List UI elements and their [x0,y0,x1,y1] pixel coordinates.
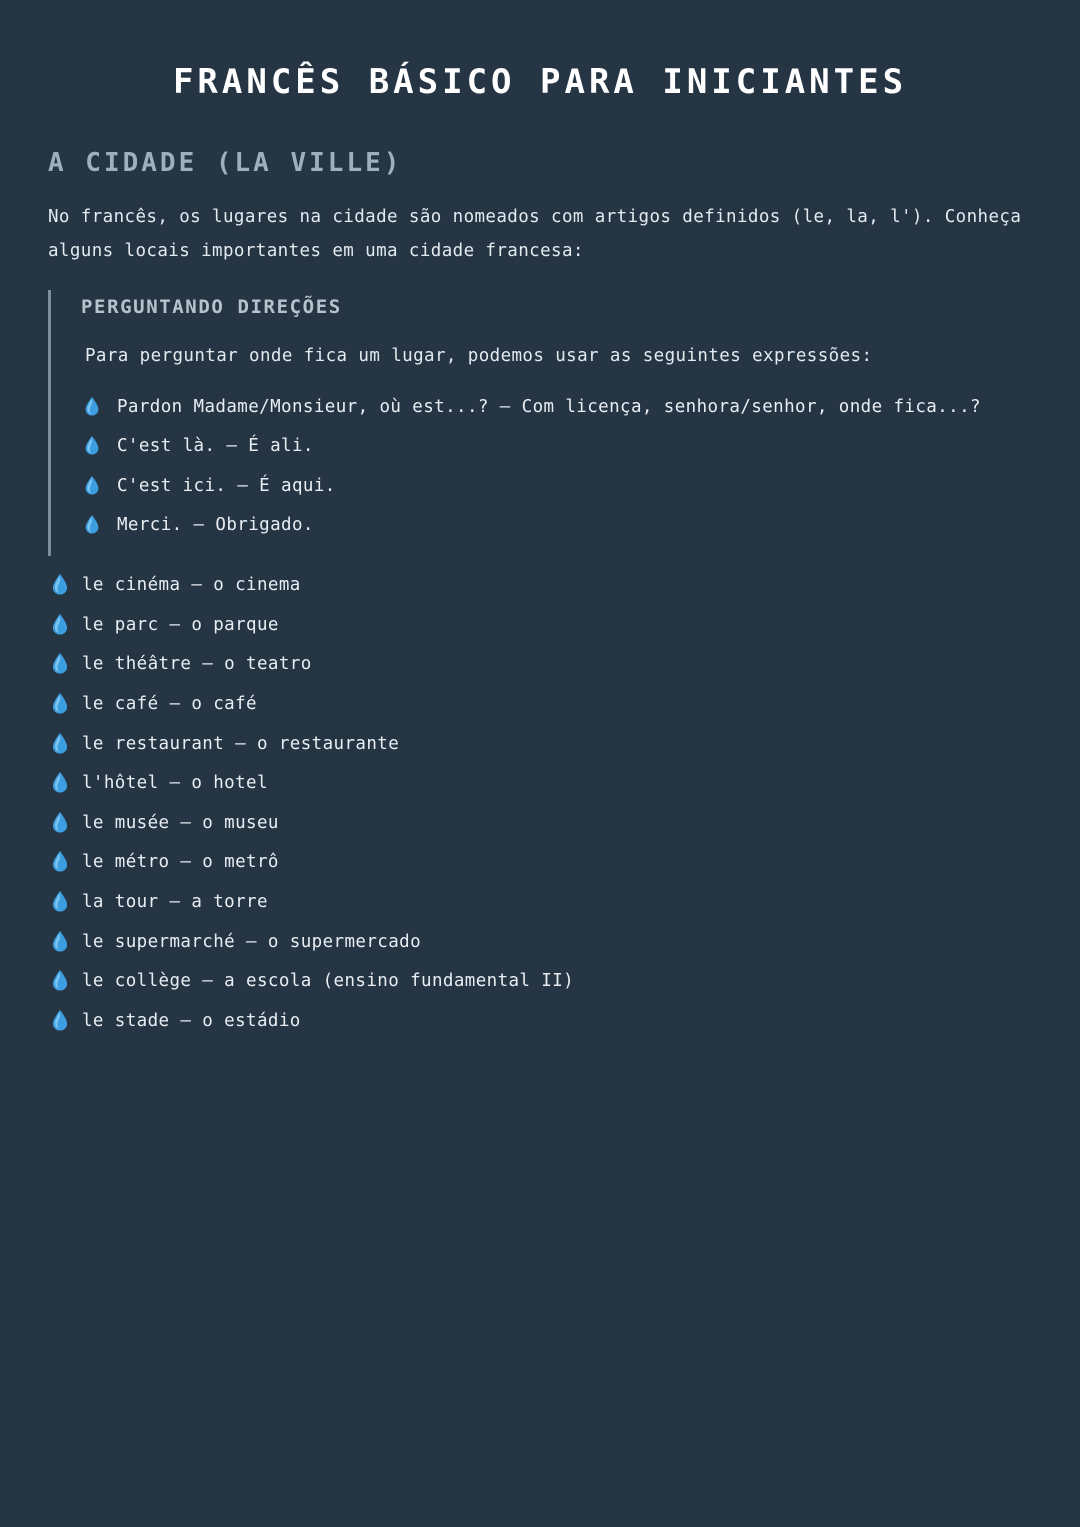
droplet-icon [52,653,66,672]
list-item-text: le stade – o estádio [82,1010,301,1031]
list-item [48,808,1032,839]
list-item-text: l'hôtel – o hotel [82,773,268,794]
list-item-text: Merci. – Obrigado. [117,515,314,536]
droplet-icon [52,614,66,633]
list-item [48,570,1032,601]
page-title: FRANCÊS BÁSICO PARA INICIANTES [172,62,908,102]
list-item-text: le musée – o museu [82,812,279,833]
list-item [48,887,1032,918]
list-item-text: le théâtre – o teatro [82,654,312,675]
list-item-text: le restaurant – o restaurante [82,733,400,754]
list-item-text: la tour – a torre [82,892,268,912]
droplet-icon [52,733,66,752]
list-item [48,729,1032,760]
callout-box [48,290,1032,556]
list-item [81,431,1032,462]
list-item-text: C'est là. – É ali. [117,436,314,457]
list-item [48,1006,1032,1037]
list-item [81,471,1032,502]
droplet-icon [85,514,99,533]
intro-paragraph: No francês, os lugares na cidade são nomeados com artigos definidos (le, la, l'). Conheça alguns locais importantes em uma cidade francesa: [48,207,1022,262]
droplet-icon [85,435,99,454]
callout-text: Para perguntar onde fica um lugar, podemos usar as seguintes expressões: [85,346,873,367]
droplet-icon [85,475,99,494]
list-item [48,966,1032,997]
droplet-icon [52,891,66,910]
droplet-icon [52,772,66,791]
droplet-icon [52,851,66,870]
list-item [48,927,1032,958]
list-item-text: le métro – o metrô [82,852,279,873]
list-item-text: le supermarché – o supermercado [82,931,422,952]
list-item-text: le café – o café [82,693,257,714]
list-item [48,768,1032,799]
droplet-icon [52,1010,66,1029]
list-item [48,689,1032,720]
droplet-icon [52,970,66,989]
list-item [48,847,1032,878]
callout-expression-list [81,392,1032,542]
list-item-text: C'est ici. – É aqui. [117,475,336,496]
droplet-icon [85,396,99,415]
vocabulary-list [48,570,1032,1037]
section-title: A CIDADE (LA VILLE) [48,148,403,178]
list-item-text: le cinéma – o cinema [82,575,301,595]
list-item [81,392,1032,423]
list-item [48,610,1032,641]
list-item-text: Pardon Madame/Monsieur, où est...? – Com licença, senhora/senhor, onde fica...? [117,396,981,417]
droplet-icon [52,931,66,950]
list-item [81,510,1032,541]
droplet-icon [52,574,66,593]
callout-title: PERGUNTANDO DIREÇÕES [81,296,342,319]
droplet-icon [52,693,66,712]
droplet-icon [52,812,66,831]
list-item [48,649,1032,680]
list-item-text: le collège – a escola (ensino fundamental II) [82,971,575,992]
list-item-text: le parc – o parque [82,614,279,635]
